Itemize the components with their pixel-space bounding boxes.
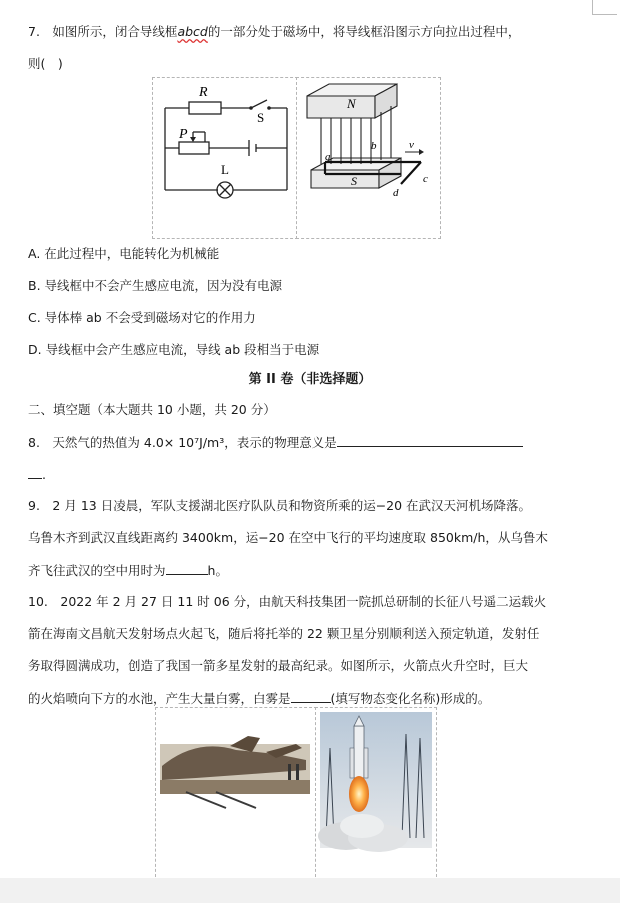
q8-answer-blank[interactable] (337, 434, 523, 447)
rocket-photo-svg (316, 708, 436, 881)
section-title: 第 II 卷（非选择题） (248, 372, 372, 387)
bottom-bar (0, 878, 620, 903)
page-corner-mark (592, 0, 617, 15)
q9-line1: 9. 2 月 13 日凌晨，军队支援湖北医疗队队员和物资所乘的运−20 在武汉天河机场降落。 (28, 498, 532, 513)
label-N: N (347, 96, 356, 111)
q9-line2: 乌鲁木齐到武汉直线距离约 3400km，运−20 在空中飞行的平均速度取 850km/h，从乌鲁木 (28, 530, 548, 545)
circuit-diagram-svg (153, 78, 297, 238)
q9-tail: h。 (207, 563, 228, 578)
q9-line3 (28, 562, 228, 579)
label-a: a (325, 151, 331, 163)
q10-line3: 务取得圆满成功，创造了我国一箭多星发射的最高纪录。如图所示，火箭点火升空时，巨大 (28, 658, 529, 673)
q10-answer-blank[interactable] (291, 690, 331, 703)
q7-option-a: A. 在此过程中，电能转化为机械能 (28, 246, 220, 261)
q7-text-tail: 的一部分处于磁场中，将导线框沿图示方向拉出过程中， (207, 24, 521, 39)
magnet-figure (296, 77, 441, 239)
q7-line1 (28, 24, 520, 40)
q8-tail: . (42, 467, 46, 482)
magnet-diagram-svg (297, 78, 440, 238)
q8-answer-blank-cont[interactable] (28, 466, 42, 479)
label-S-switch: S (257, 110, 265, 125)
aircraft-photo-svg (156, 708, 316, 881)
q8-text: 8. 天然气的热值为 4.0× 10⁷J/m³，表示的物理意义是 (28, 435, 337, 450)
rocket-launch-photo (315, 707, 437, 882)
q7-option-c: C. 导体棒 ab 不会受到磁场对它的作用力 (28, 310, 256, 325)
q7-option-b: B. 导线框中不会产生感应电流，因为没有电源 (28, 278, 283, 293)
q10-line1: 10. 2022 年 2 月 27 日 11 时 06 分，由航天科技集团一院抓总研制的长征八号遥二运载火 (28, 594, 547, 609)
q7-option-d: D. 导线框中会产生感应电流，导线 ab 段相当于电源 (28, 342, 320, 357)
q10-line4 (28, 690, 490, 707)
label-c: c (423, 173, 428, 185)
q8-line1 (28, 434, 523, 451)
label-L: L (221, 162, 229, 177)
label-v: v (409, 139, 414, 151)
q8-line2 (28, 466, 46, 483)
q10-tail: (填写物态变化名称)形成的。 (330, 691, 491, 706)
q9-answer-blank[interactable] (166, 562, 208, 575)
q10-line2: 箭在海南文昌航天发射场点火起飞，随后将托举的 22 颗卫星分别顺利送入预定轨道，发射任 (28, 626, 540, 641)
circuit-figure (152, 77, 298, 239)
q9-text: 齐飞往武汉的空中用时为 (28, 563, 166, 578)
q7-abcd: abcd (177, 24, 208, 39)
q7-line2: 则( ) (28, 56, 63, 71)
label-d: d (393, 187, 399, 199)
section-subtitle: 二、填空题（本大题共 10 小题，共 20 分） (28, 402, 276, 417)
aircraft-photo (155, 707, 317, 882)
label-S-magnet: S (351, 174, 357, 188)
q7-text-start: 7. 如图所示，闭合导线框 (28, 24, 178, 39)
label-R: R (199, 85, 208, 100)
q10-text: 的火焰喷向下方的水池，产生大量白雾，白雾是 (28, 691, 291, 706)
label-P: P (179, 127, 188, 142)
label-b: b (371, 140, 377, 152)
